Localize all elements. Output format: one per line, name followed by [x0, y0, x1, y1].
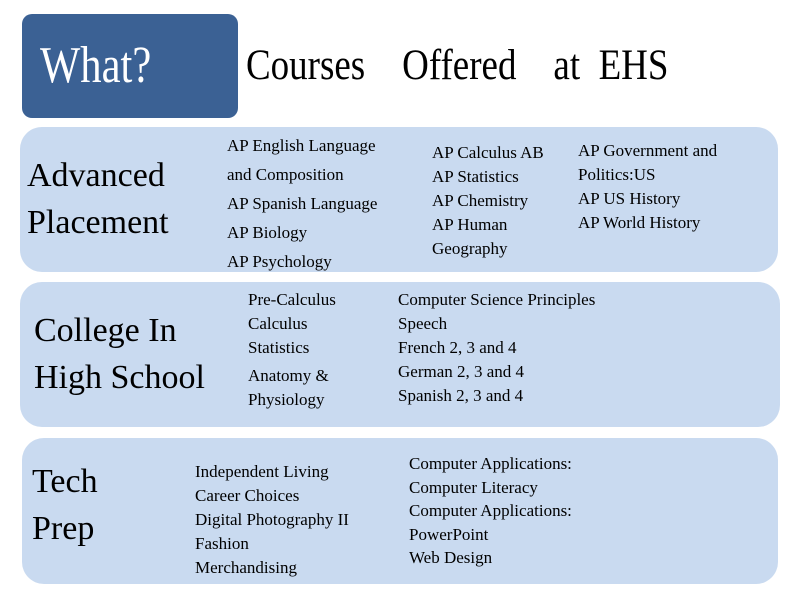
- course-item: AP Spanish Language: [227, 194, 378, 213]
- course-item: AP World History: [578, 213, 701, 232]
- heading-line: Prep: [32, 510, 95, 547]
- course-item: Computer Applications:: [409, 501, 572, 520]
- course-item: Politics:US: [578, 165, 656, 184]
- course-item: Career Choices: [195, 486, 300, 505]
- course-item: PowerPoint: [409, 524, 489, 544]
- course-item: AP Calculus AB: [432, 143, 544, 162]
- heading-line: Advanced: [27, 157, 165, 194]
- course-column: [248, 288, 336, 412]
- course-item: AP Psychology: [227, 252, 332, 271]
- course-item: Spanish 2, 3 and 4: [398, 386, 524, 405]
- course-item: French 2, 3 and 4: [398, 338, 517, 357]
- course-item: AP Biology: [227, 223, 308, 242]
- course-item: AP Government and: [578, 141, 718, 160]
- course-item: Fashion: [195, 534, 249, 553]
- course-item: Pre-Calculus: [248, 290, 336, 309]
- course-item: and Composition: [227, 165, 344, 184]
- course-column: [227, 131, 377, 276]
- course-column: [578, 139, 717, 235]
- course-item: AP Chemistry: [432, 191, 529, 210]
- course-item: Merchandising: [195, 558, 297, 577]
- course-item: Physiology: [248, 390, 325, 409]
- course-item: Computer Literacy: [409, 477, 538, 497]
- heading-line: Placement: [27, 204, 169, 241]
- badge-label: What?: [40, 37, 152, 94]
- course-item: AP English Language: [227, 136, 376, 155]
- section-heading-college-in-high-school: [34, 307, 205, 401]
- course-item: Web Design: [409, 548, 493, 567]
- heading-line: Tech: [32, 463, 98, 500]
- course-item: German 2, 3 and 4: [398, 362, 525, 381]
- what-badge: [22, 14, 238, 118]
- course-item: Independent Living: [195, 462, 329, 481]
- course-item: Computer Applications:: [409, 454, 572, 473]
- course-item: Computer Science Principles: [398, 290, 596, 309]
- course-item: Digital Photography II: [195, 510, 349, 529]
- section-heading-tech-prep: [32, 458, 98, 552]
- course-item: Anatomy &: [248, 366, 329, 385]
- page-title: Courses Offered at EHS: [246, 42, 669, 89]
- course-column: [398, 288, 595, 408]
- course-item: Calculus: [248, 314, 308, 333]
- course-item: Statistics: [248, 338, 310, 357]
- course-column: [195, 460, 349, 580]
- heading-line: College In: [34, 312, 177, 349]
- course-column: [409, 452, 572, 570]
- section-heading-advanced-placement: [27, 152, 169, 246]
- course-item: AP Human: [432, 215, 508, 234]
- section-tech-prep: [22, 438, 778, 584]
- heading-line: High School: [34, 359, 205, 396]
- course-item: Speech: [398, 314, 448, 333]
- course-item: Geography: [432, 239, 508, 258]
- course-item: AP Statistics: [432, 167, 519, 186]
- course-item: AP US History: [578, 189, 681, 208]
- course-column: [432, 141, 544, 261]
